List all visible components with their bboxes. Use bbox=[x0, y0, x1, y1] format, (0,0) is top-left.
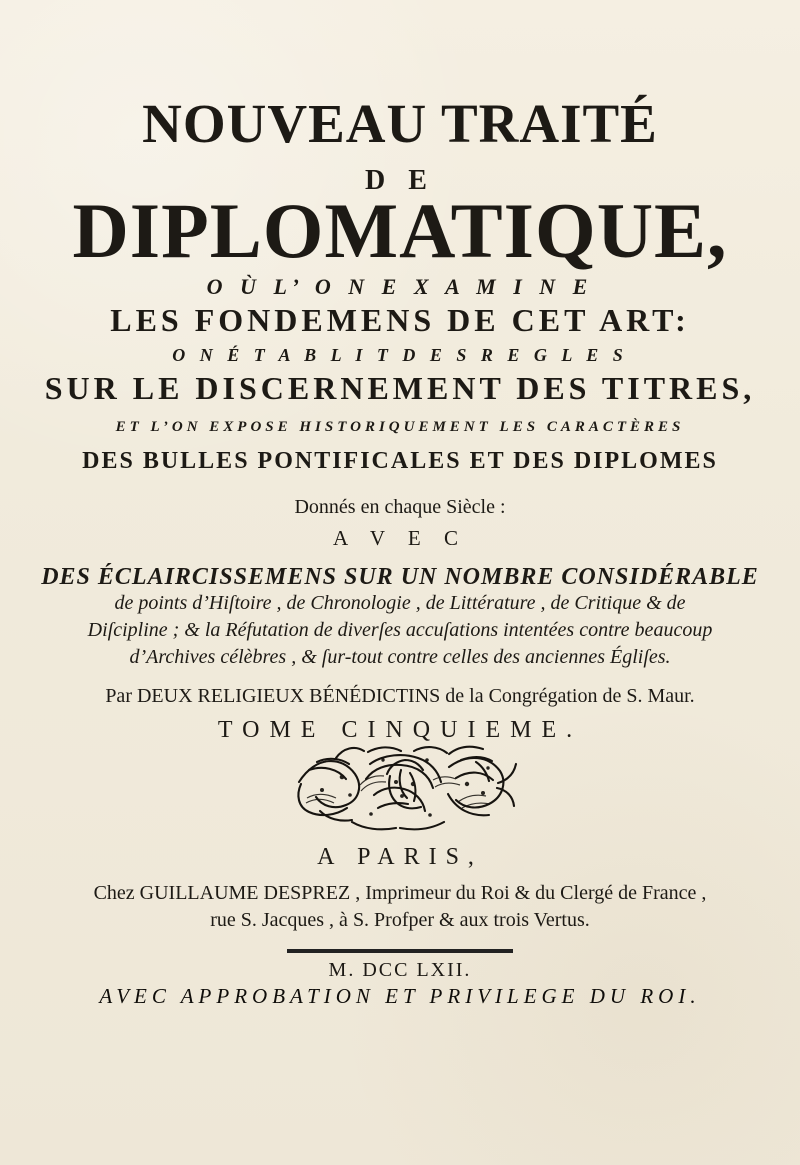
subtitle-line-7: Donnés en chaque Siècle : bbox=[294, 496, 506, 518]
subtitle-line-4: SUR LE DISCERNEMENT DES TITRES, bbox=[44, 370, 756, 406]
main-title: NOUVEAU TRAITÉ bbox=[142, 93, 658, 154]
subtitle-line-6: DES BULLES PONTIFICALES ET DES DIPLOMES bbox=[82, 448, 718, 474]
title-de: D E bbox=[365, 165, 435, 196]
city-line: A PARIS, bbox=[317, 844, 483, 870]
subtitle-line-8: A V E C bbox=[333, 526, 467, 550]
subtitle-line-12: d’Archives célèbres , & ſur-tout contre celles des anciennes Égliſes. bbox=[129, 646, 671, 668]
subtitle-line-5: ET L’ON EXPOSE HISTORIQUEMENT LES CARACTÈRES bbox=[115, 419, 685, 435]
address-line: rue S. Jacques , à S. Profper & aux trois Vertus. bbox=[210, 909, 590, 931]
tome-line: TOME CINQUIEME. bbox=[217, 717, 583, 743]
subtitle-line-2: LES FONDEMENS DE CET ART: bbox=[110, 302, 690, 338]
subtitle-line-9: DES ÉCLAIRCISSEMENS SUR UN NOMBRE CONSIDÉRABLE bbox=[41, 564, 759, 590]
separator-rule bbox=[287, 949, 513, 953]
printer-line: Chez GUILLAUME DESPREZ , Imprimeur du Roi & du Clergé de France , bbox=[93, 882, 707, 904]
subtitle-line-3: O N É T A B L I T D E S R E G L E S bbox=[172, 345, 628, 365]
diplomatique-title: DIPLOMATIQUE, bbox=[72, 187, 728, 274]
privilege-line: AVEC APPROBATION ET PRIVILEGE DU ROI. bbox=[99, 984, 701, 1008]
date-line: M. DCC LXII. bbox=[328, 959, 472, 981]
subtitle-line-1: O Ù L’ O N E X A M I N E bbox=[206, 274, 594, 299]
baroque-vignette-icon bbox=[278, 740, 522, 832]
subtitle-line-10: de points d’Hiſtoire , de Chronologie , de Littérature , de Critique & de bbox=[114, 592, 686, 614]
subtitle-line-11: Diſcipline ; & la Réfutation de diverſes accuſations intentées contre beaucoup bbox=[87, 619, 713, 641]
authors-line: Par DEUX RELIGIEUX BÉNÉDICTINS de la Congrégation de S. Maur. bbox=[105, 685, 695, 707]
